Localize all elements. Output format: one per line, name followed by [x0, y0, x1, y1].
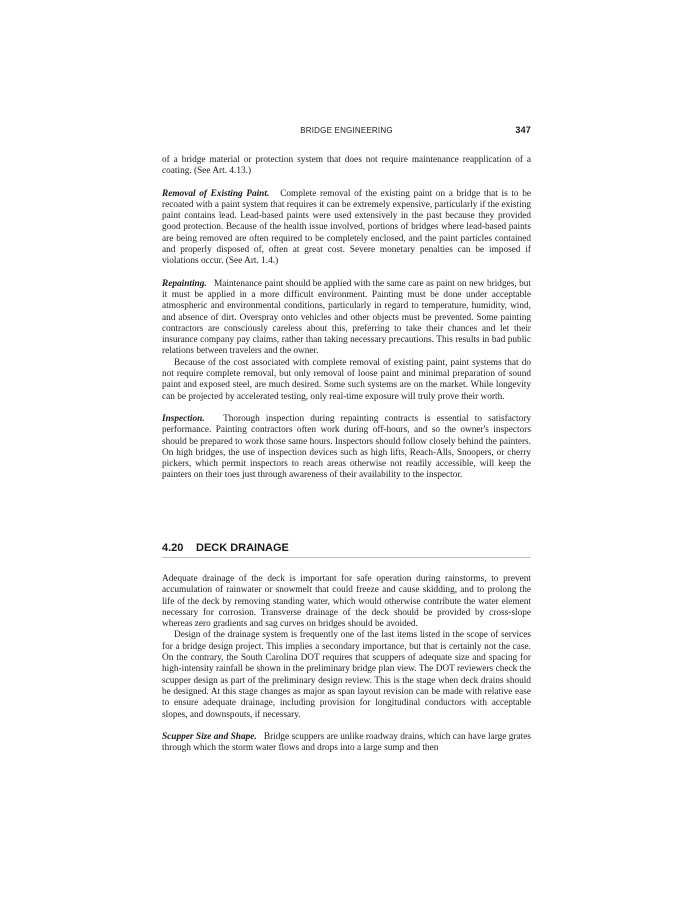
paragraph-inspection — [162, 414, 531, 482]
running-head-title: BRIDGE ENGINEERING — [300, 126, 393, 135]
run-in-heading: Removal of Existing Paint. — [162, 188, 270, 199]
paragraph-scupper-size — [162, 732, 531, 755]
paragraph-text: Bridge scuppers are unlike roadway drains, which can have large grates through which the storm water flows and drops into a large sump and then — [162, 731, 531, 754]
body-text-top — [162, 155, 531, 482]
run-in-heading: Inspection. — [162, 413, 205, 424]
paragraph-repainting — [162, 279, 531, 358]
body-text-bottom — [162, 574, 531, 754]
run-in-heading: Repainting. — [162, 278, 207, 289]
paragraph-cost — [162, 358, 531, 403]
paragraph-adequate-drainage — [162, 574, 531, 630]
run-in-heading: Scupper Size and Shape. — [162, 731, 257, 742]
paragraph-text: Design of the drainage system is frequently one of the last items listed in the scope of services for a bridge design project. This implies a secondary importance, but that is certainly not the case. On the contrary, the South Carolina DOT requires that scuppers of adequate size and spacing for high-intensity rainfall be shown in the preliminary bridge plan view. The DOT reviewers check the scupper design as part of the preliminary design review. This is the stage when deck drains should be designed. At this stage changes as major as span layout revision can be made with relative ease to ensure adequate drainage, including provision for longitudinal conductors with acceptable slopes, and downspouts, if necessary. — [162, 630, 531, 720]
page-number: 347 — [515, 125, 531, 135]
paragraph-text: Complete removal of the existing paint on a bridge that is to be recoated with a paint system that requires it can be extremely expensive, particularly if the existing paint contains lead. Lead-based paints were used extensively in the past because they provided good protection. Because of the health issue involved, portions of bridges where lead-based paints are being removed are often required to be completely enclosed, and the paint particles contained and properly disposed of, often at great cost. Severe monetary penalties can be imposed if violations occur. (See Art. 1.4.) — [162, 188, 531, 267]
paragraph-continuation — [162, 155, 531, 178]
paragraph-removal-of-paint — [162, 189, 531, 268]
running-head — [162, 126, 531, 140]
paragraph-text: Adequate drainage of the deck is important for safe operation during rainstorms, to prevent accumulation of rainwater or snowmelt that could freeze and cause skidding, and to prolong the life of the deck by removing standing water, which would otherwise contribute the water element necessary for corrosion. Transverse drainage of the deck should be provided by cross-slope whereas zero gradients and sag curves on bridges should be avoided. — [162, 574, 531, 630]
section-heading — [162, 542, 531, 558]
paragraph-text: Thorough inspection during repainting contracts is essential to satisfactory performance. Painting contractors often work during off-hours, and so the owner's inspectors should be prepared to work those same hours. Inspectors should follow closely behind the painters. On high bridges, the use of inspection devices such as high lifts, Reach-Alls, Snoopers, or cherry pickers, which permit inspectors to reach areas otherwise not readily accessible, will keep the painters on their toes just through awareness of their availability to the inspector. — [162, 413, 531, 481]
paragraph-text: of a bridge material or protection system that does not require maintenance reapplication of a coating. (See Art. 4.13.) — [162, 155, 531, 177]
section-title: DECK DRAINAGE — [196, 542, 289, 554]
section-number: 4.20 — [162, 542, 184, 554]
paragraph-text: Maintenance paint should be applied with the same care as paint on new bridges, but it must be applied in a more difficult environment. Painting must be done under acceptable atmospheric and environmental conditions, particularly in regard to temperature, humidity, wind, and absence of dirt. Overspray onto vehicles and other objects must be prevented. Some painting contractors are consciously careless about this, preferring to take their chances and let their insurance company pay claims, rather than taking necessary precautions. This results in bad public relations between travelers and the owner. — [162, 278, 531, 357]
paragraph-design-drainage — [162, 630, 531, 720]
paragraph-text: Because of the cost associated with complete removal of existing paint, paint systems that do not require complete removal, but only removal of loose paint and minimal preparation of sound paint and exposed steel, are much desired. Some such systems are on the market. While longevity can be projected by accelerated testing, only real-time exposure will truly prove their worth. — [162, 357, 531, 402]
